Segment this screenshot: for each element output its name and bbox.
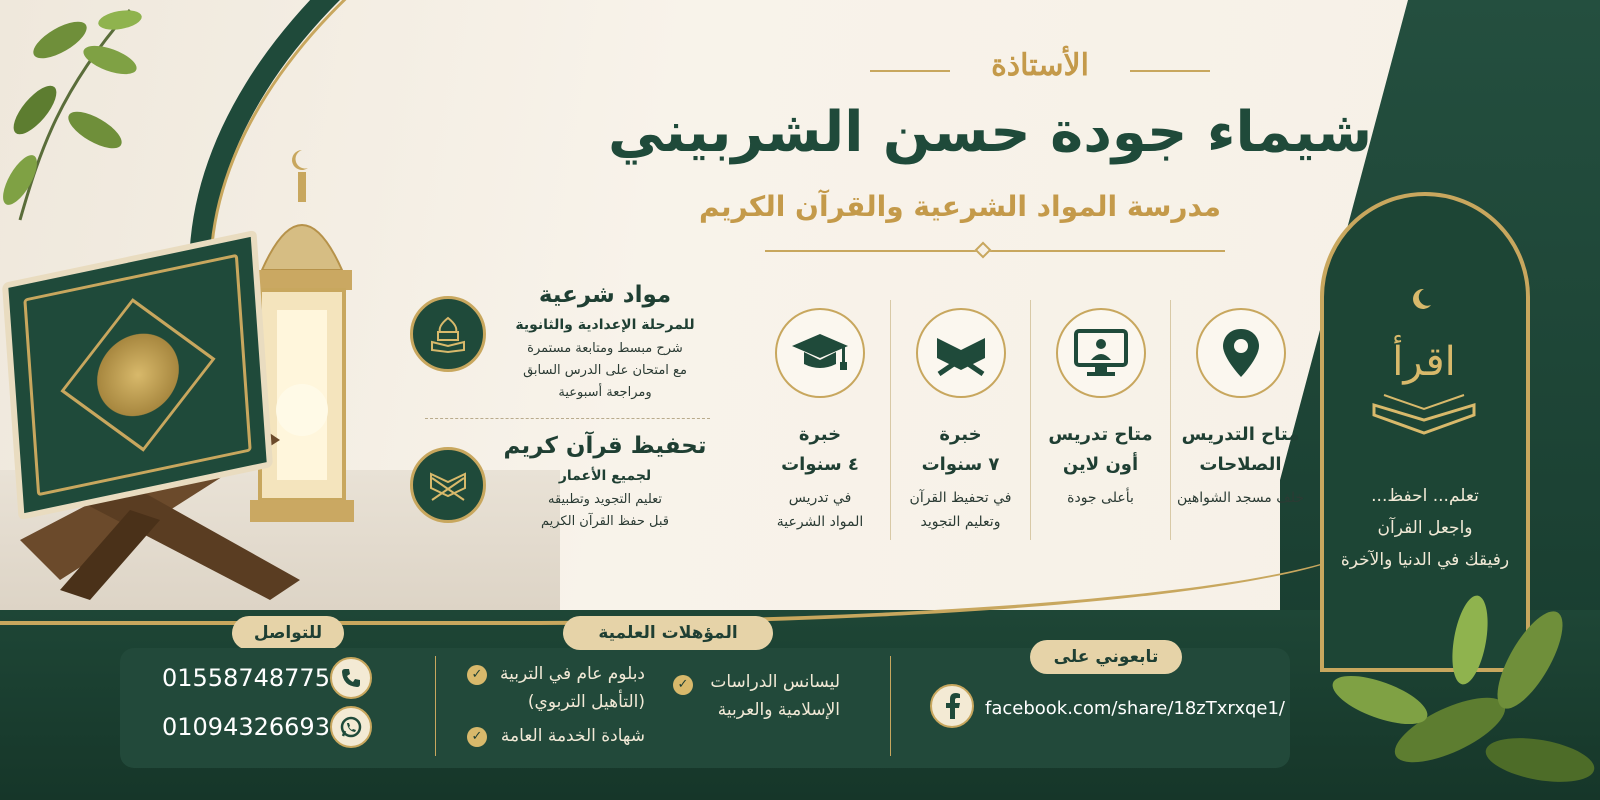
facebook-icon (930, 684, 974, 728)
leaves-left-icon (0, 0, 160, 230)
subject-quran: تحفيظ قرآن كريم لجميع الأعمار تعليم التجويد وتطبيقه قبل حفظ القرآن الكريم (410, 429, 710, 569)
social-label-pill: تابعوني على (1030, 640, 1182, 674)
graduation-cap-icon (775, 308, 865, 398)
feature-quran-experience: خبرة ٧ سنوات في تحفيظ القرآن وتعليم التجويد (890, 300, 1030, 540)
qualifications-label-pill: المؤهلات العلمية (563, 616, 773, 650)
qualification-diploma: دبلوم عام في التربية (التأهيل التربوي) (500, 664, 645, 712)
phone-number-1[interactable]: 01558748775 (162, 664, 330, 692)
feature-online: متاح تدريس أون لاين بأعلى جودة (1030, 300, 1170, 540)
subject-title: مواد شرعية (538, 282, 672, 308)
motto-text: تعلم... احفظ... واجعل القرآن رفيقك في الدنيا والآخرة (1340, 486, 1510, 570)
bottom-separator (890, 656, 891, 756)
check-icon: ✓ (467, 665, 487, 685)
computer-screen-icon (1056, 308, 1146, 398)
whatsapp-icon (330, 706, 372, 748)
honorific-title: الأستاذة (870, 48, 1210, 83)
subjects-separator (425, 418, 710, 419)
bottom-separator (435, 656, 436, 756)
leaves-right-icon (1300, 580, 1600, 800)
teacher-subtitle: مدرسة المواد الشرعية والقرآن الكريم (699, 190, 1221, 223)
phone-icon (330, 657, 372, 699)
header-divider (765, 250, 1225, 252)
quran-stand-icon (916, 308, 1006, 398)
features-row (735, 300, 1310, 540)
phone-row-2[interactable] (150, 705, 372, 749)
check-icon: ✓ (673, 675, 693, 695)
iqra-logo-icon (1364, 285, 1484, 455)
check-icon: ✓ (467, 727, 487, 747)
quran-stand-icon (410, 447, 486, 523)
phone-row-1[interactable] (150, 656, 372, 700)
feature-sharia-experience: خبرة ٤ سنوات في تدريس المواد الشرعية (750, 300, 890, 540)
teacher-name: شيماء جودة حسن الشربيني (607, 100, 1373, 165)
facebook-link[interactable]: facebook.com/share/18zTxrxqe1/ (985, 698, 1285, 719)
subjects-block (410, 278, 710, 569)
feature-location: متاح التدريس الصلاحات خلف مسجد الشواهين (1170, 300, 1310, 540)
mosque-book-icon (410, 296, 486, 372)
qualification-licence: ليسانس الدراسات الإسلامية والعربية (710, 672, 840, 720)
subject-title: تحفيظ قرآن كريم (503, 433, 707, 459)
qualification-public-service: شهادة الخدمة العامة (500, 726, 645, 746)
svg-text:اقرأ: اقرأ (1392, 339, 1456, 385)
contact-label-pill: للتواصل (232, 616, 344, 650)
location-pin-icon (1196, 308, 1286, 398)
phone-number-2[interactable]: 01094326693 (162, 713, 330, 741)
subject-sharia: مواد شرعية للمرحلة الإعدادية والثانوية شرح مبسط ومتابعة مستمرة مع امتحان على الدرس السابق ومراجعة أسبوعية (410, 278, 710, 418)
